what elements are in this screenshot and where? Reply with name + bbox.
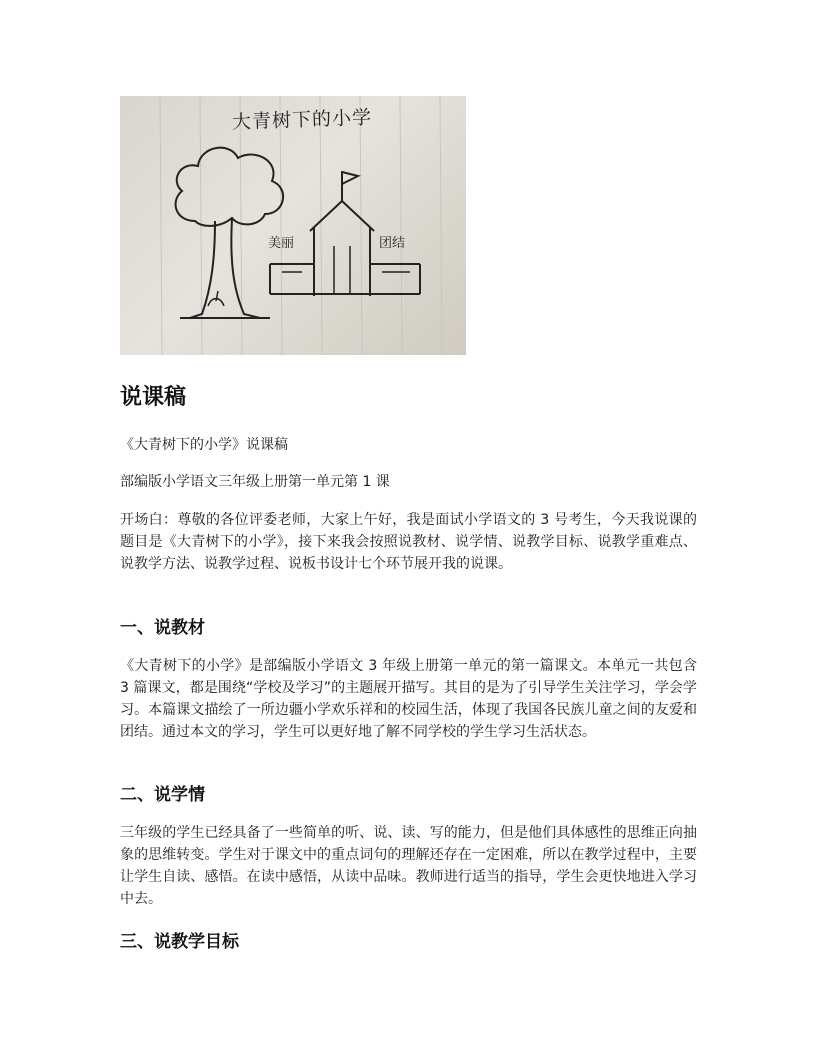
hand-drawing-illustration bbox=[120, 96, 466, 355]
opening-paragraph: 开场白：尊敬的各位评委老师，大家上午好，我是面试小学语文的 3 号考生，今天我说课的题目是《大青树下的小学》，接下来我会按照说教材、说学情、说教学目标、说教学重难点、说教学方法、说教学过程、说板书设计七个环节展开我的说课。 bbox=[120, 512, 697, 572]
section-heading-textbook: 一、说教材 bbox=[120, 618, 205, 638]
photo-word-beautiful: 美丽 bbox=[268, 236, 295, 251]
section-textbook-paragraph: 《大青树下的小学》是部编版小学语文 3 年级上册第一单元的第一篇课文。本单元一共包含 3 篇课文，都是围绕“学校及学习”的主题展开描写。其目的是为了引导学生关注学习，学会学习。本篇课文描绘了一所边疆小学欢乐祥和的校园生活，体现了我国各民族儿童之间的友爱和团结。通过本文的学习，学生可以更好地了解不同学校的学生学习生活状态。 bbox=[120, 658, 697, 740]
illustration-photo bbox=[120, 96, 466, 355]
lesson-subtitle: 《大青树下的小学》说课稿 bbox=[120, 437, 288, 453]
photo-title: 大青树下的小学 bbox=[231, 106, 373, 134]
page-title: 说课稿 bbox=[120, 385, 187, 410]
photo-word-unity: 团结 bbox=[379, 236, 406, 251]
flag-icon bbox=[342, 171, 358, 201]
tree-trunk bbox=[190, 218, 260, 318]
edition-line: 部编版小学语文三年级上册第一单元第 1 课 bbox=[120, 474, 390, 490]
section-heading-objectives: 三、说教学目标 bbox=[120, 932, 239, 952]
tree-crown bbox=[176, 148, 284, 226]
section-learners-paragraph: 三年级的学生已经具备了一些简单的听、说、读、写的能力，但是他们具体感性的思维正向抽象的思维转变。学生对于课文中的重点词句的理解还存在一定困难，所以在教学过程中，主要让学生自读、感悟。在读中感悟，从读中品味。教师进行适当的指导，学生会更快地进入学习中去。 bbox=[120, 825, 697, 907]
section-heading-learners: 二、说学情 bbox=[120, 785, 205, 805]
